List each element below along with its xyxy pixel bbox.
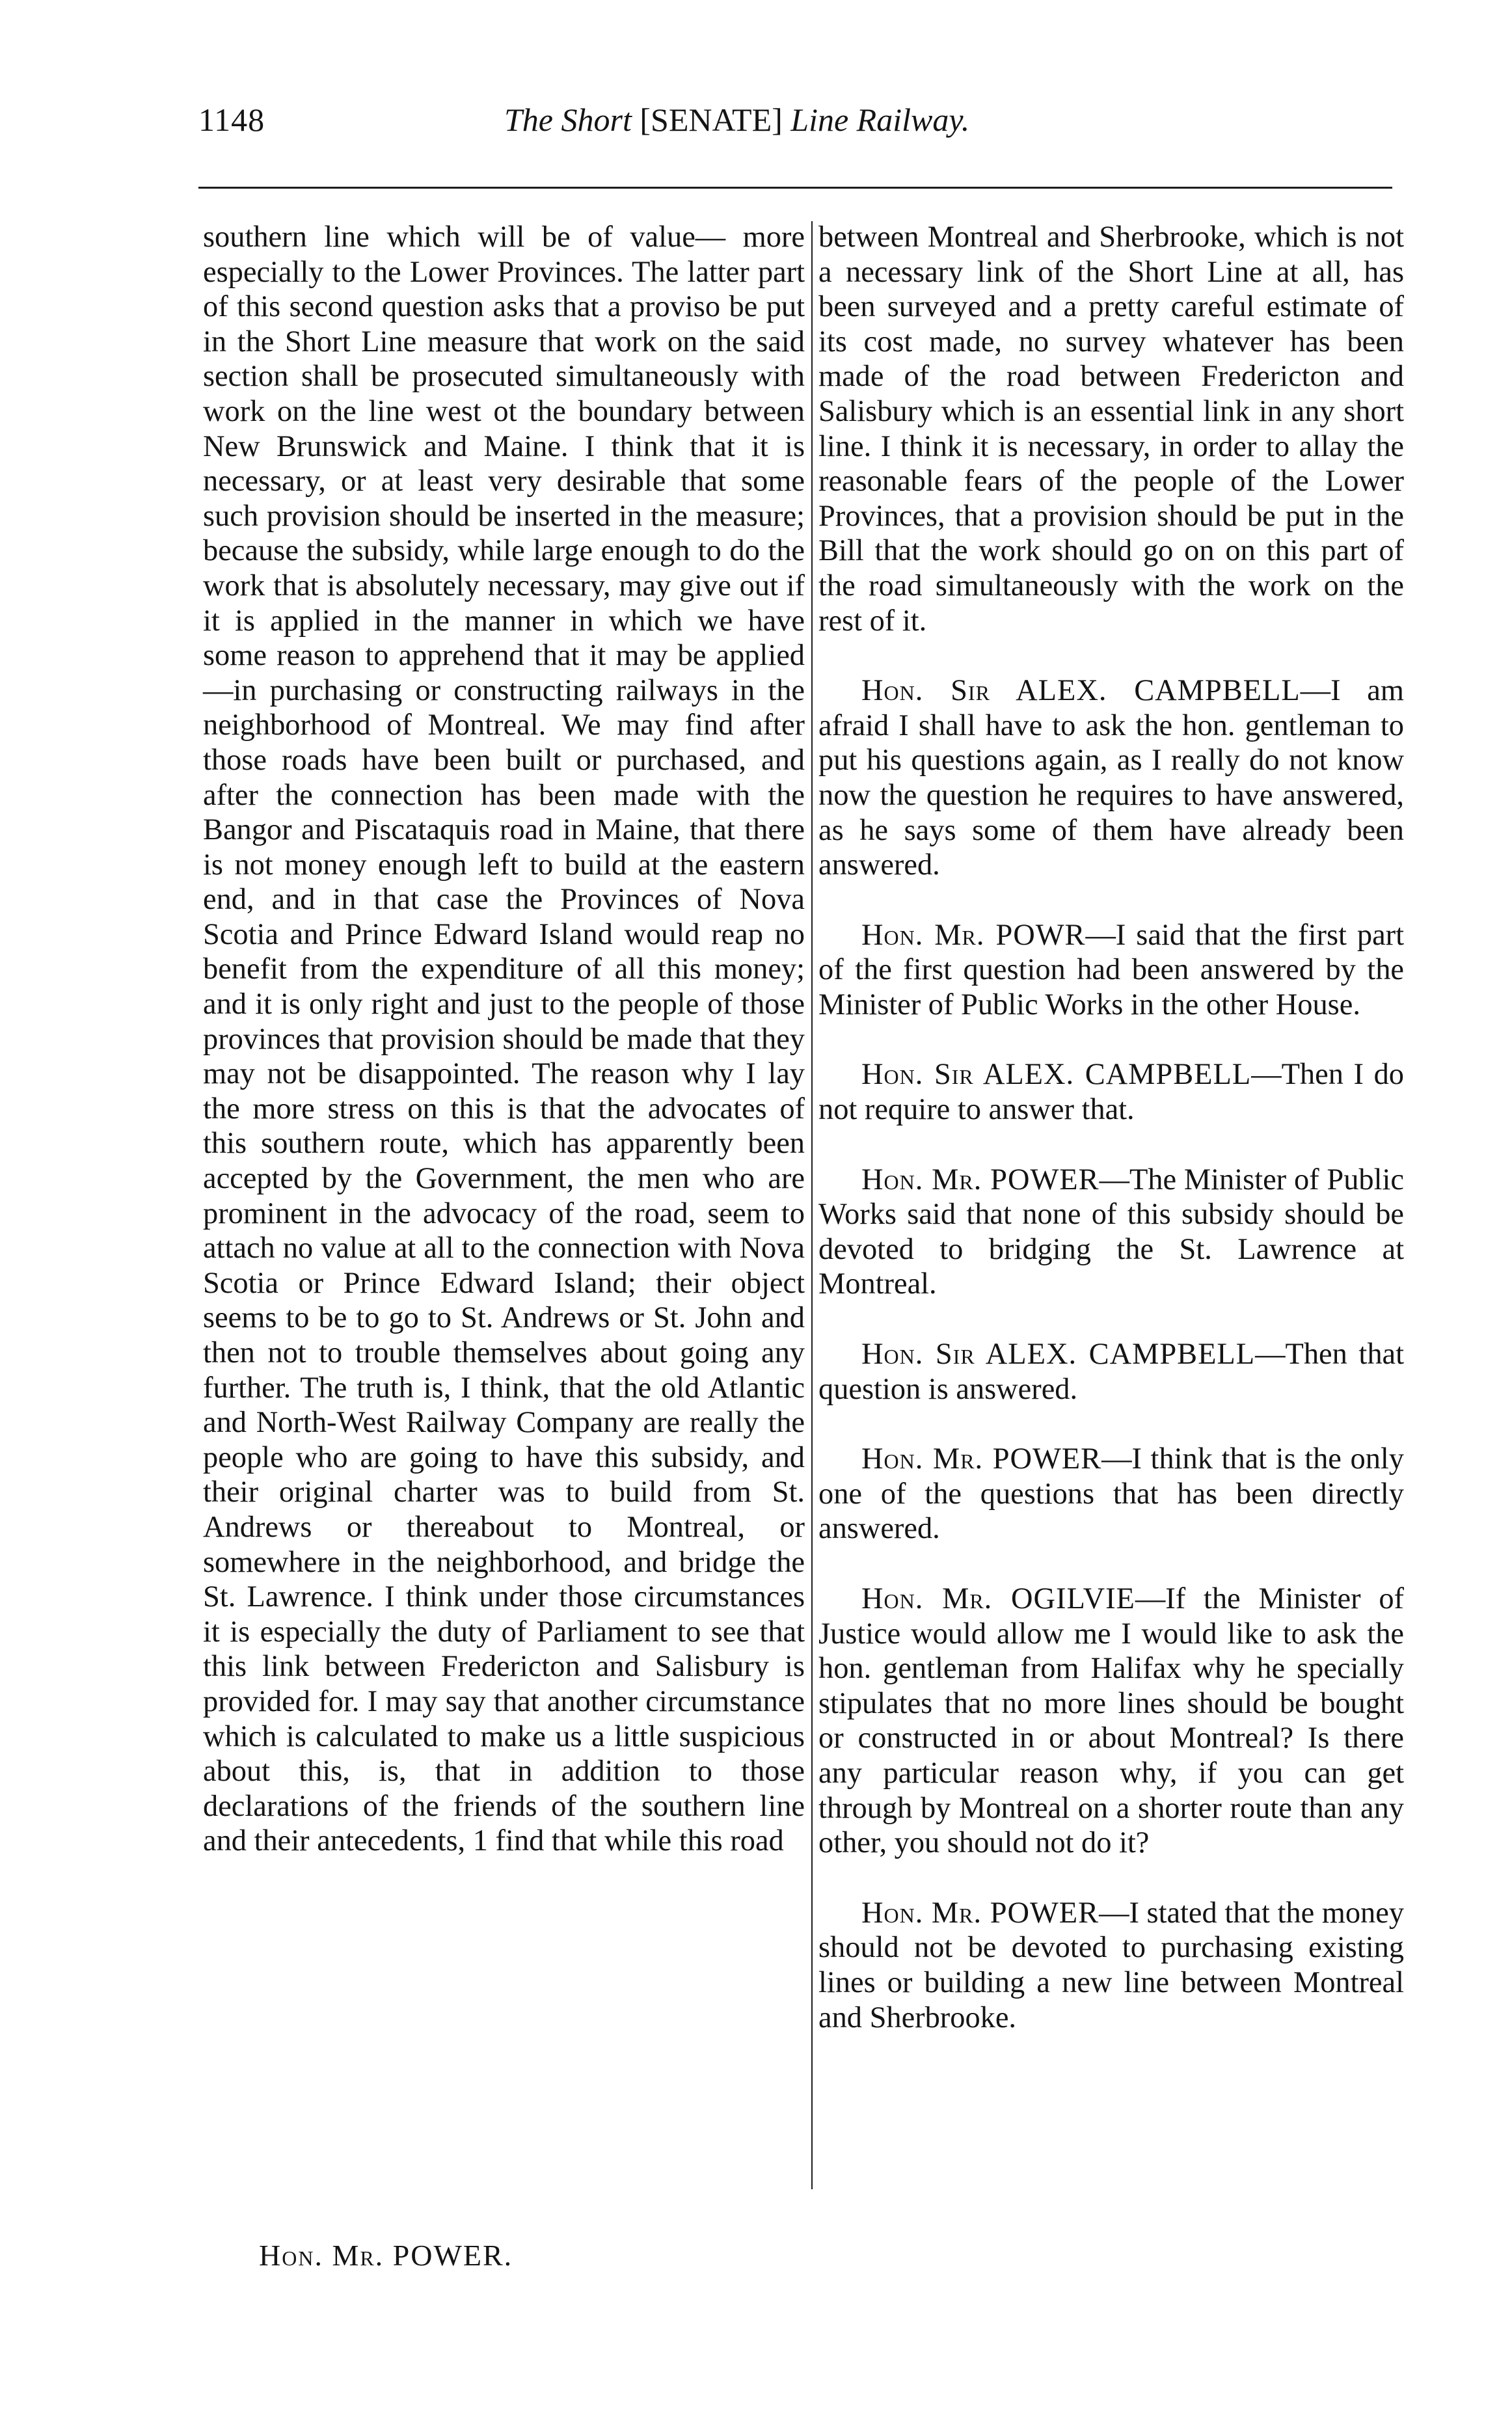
speech-paragraph <box>818 1582 1404 1861</box>
page-number: 1148 <box>198 101 265 138</box>
running-title-part-1: The Short <box>504 101 632 138</box>
running-title <box>504 101 969 139</box>
speaker-name: Hon. Mr. POWER <box>861 1163 1100 1196</box>
column-divider <box>811 221 813 2189</box>
speech-paragraph <box>818 673 1404 883</box>
speech-text: —Then that question is answered. <box>818 1338 1404 1406</box>
speech-text: —I am afraid I shall have to ask the hon. gentleman to put his questions again, as I really do not know now the question he requires to have answered, as he says some of them have already been answered. <box>818 674 1404 882</box>
speech-text: —The Minister of Public Works said that none of this subsidy should be devoted to bridging the St. Lawrence at Montreal. <box>818 1163 1404 1301</box>
speaker-name: Hon. Sir ALEX. CAMPBELL <box>861 1338 1256 1371</box>
speaker-name: Hon. Sir ALEX. CAMPBELL <box>861 674 1301 708</box>
speech-paragraph <box>818 1163 1404 1302</box>
speech-paragraph <box>818 1442 1404 1546</box>
right-column <box>818 220 1404 2035</box>
speaker-name: Hon. Mr. POWER <box>861 1442 1102 1476</box>
left-column <box>203 220 805 1859</box>
speech-text: —Then I do not require to answer that. <box>818 1058 1404 1127</box>
speech-paragraph <box>818 1337 1404 1407</box>
speaker-name: Hon. Sir ALEX. CAMPBELL <box>861 1058 1252 1092</box>
speech-text: —I said that the first part of the first question had been answered by the Minister of Public Works in the other House. <box>818 918 1404 1021</box>
header-rule <box>198 187 1392 189</box>
speech-paragraph <box>818 918 1404 1023</box>
speech-paragraph <box>818 1896 1404 2035</box>
running-title-chamber: [SENATE] <box>640 101 783 138</box>
speech-text: —I stated that the money should not be devoted to purchasing existing lines or building a new line between Montreal and Sherbrooke. <box>818 1896 1405 2034</box>
speaker-name: Hon. Mr. OGILVIE <box>861 1582 1135 1615</box>
speech-paragraph <box>818 1057 1404 1127</box>
right-column-continuation: between Montreal and Sherbrooke, which is not a necessary link of the Short Line at all, has been surveyed and a pretty careful estimate of its cost made, no survey whatever has been made of the road between Fredericton and Salisbury which is an essential link in any short line. I think it is necessary, in order to allay the reasonable fears of the people of the Lower Provinces, that a provision should be put in the Bill that the work should go on on this part of the road simultaneously with the work on the rest of it. <box>818 221 1404 638</box>
running-header <box>198 101 1422 146</box>
running-title-part-2: Line Railway. <box>790 101 970 138</box>
speaker-name: Hon. Mr. POWR <box>861 918 1086 952</box>
left-column-text: southern line which will be of value— more especially to the Lower Provinces. The latter part of this second question asks that a proviso be put in the Short Line measure that work on the said section shall be prosecuted simultaneously with work on the line west ot the boundary between New Brunswick and Maine. I think that it is necessary, or at least very desirable that some such provision should be inserted in the measure; because the subsidy, while large enough to do the work that is absolutely necessary, may give out if it is applied in the manner in which we have some reason to apprehend that it may be applied—in purchasing or constructing railways in the neighborhood of Montreal. We may find after those roads have been built or purchased, and after the connection has been made with the Bangor and Piscataquis road in Maine, that there is not money enough left to build at the eastern end, and in that case the Provinces of Nova Scotia and Prince Edward Island would reap no benefit from the expenditure of all this money; and it is only right and just to the people of those provinces that provision should be made that they may not be disappointed. The reason why I lay the more stress on this is that the advocates of this southern route, which has apparently been accepted by the Government, the men who are prominent in the advocacy of the road, seem to attach no value at all to the connection with Nova Scotia or Prince Edward Island; their object seems to be to go to St. Andrews or St. John and then not to trouble themselves about going any further. The truth is, I think, that the old Atlantic and North-West Railway Company are really the people who are going to have this subsidy, and their original charter was to build from St. Andrews or thereabout to Montreal, or somewhere in the neighborhood, and bridge the St. Lawrence. I think under those circumstances it is especially the duty of Parliament to see that this link between Fredericton and Salisbury is provided for. I may say that another circumstance which is calculated to make us a little suspicious about this, is, that in addition to those declarations of the friends of the southern line and their antecedents, 1 find that while this road <box>203 221 805 1858</box>
speech-text: —I think that is the only one of the questions that has been directly answered. <box>818 1442 1404 1546</box>
footer-catchword: Hon. Mr. POWER. <box>259 2239 513 2272</box>
speaker-name: Hon. Mr. POWER <box>861 1896 1100 1930</box>
speech-text: —If the Minister of Justice would allow me I would like to ask the hon. gentleman from Halifax why he specially stipulates that no more lines should be bought or constructed in or about Montreal? Is there any particular reason why, if you can get through by Montreal on a shorter route than any other, you should not do it? <box>818 1582 1404 1860</box>
